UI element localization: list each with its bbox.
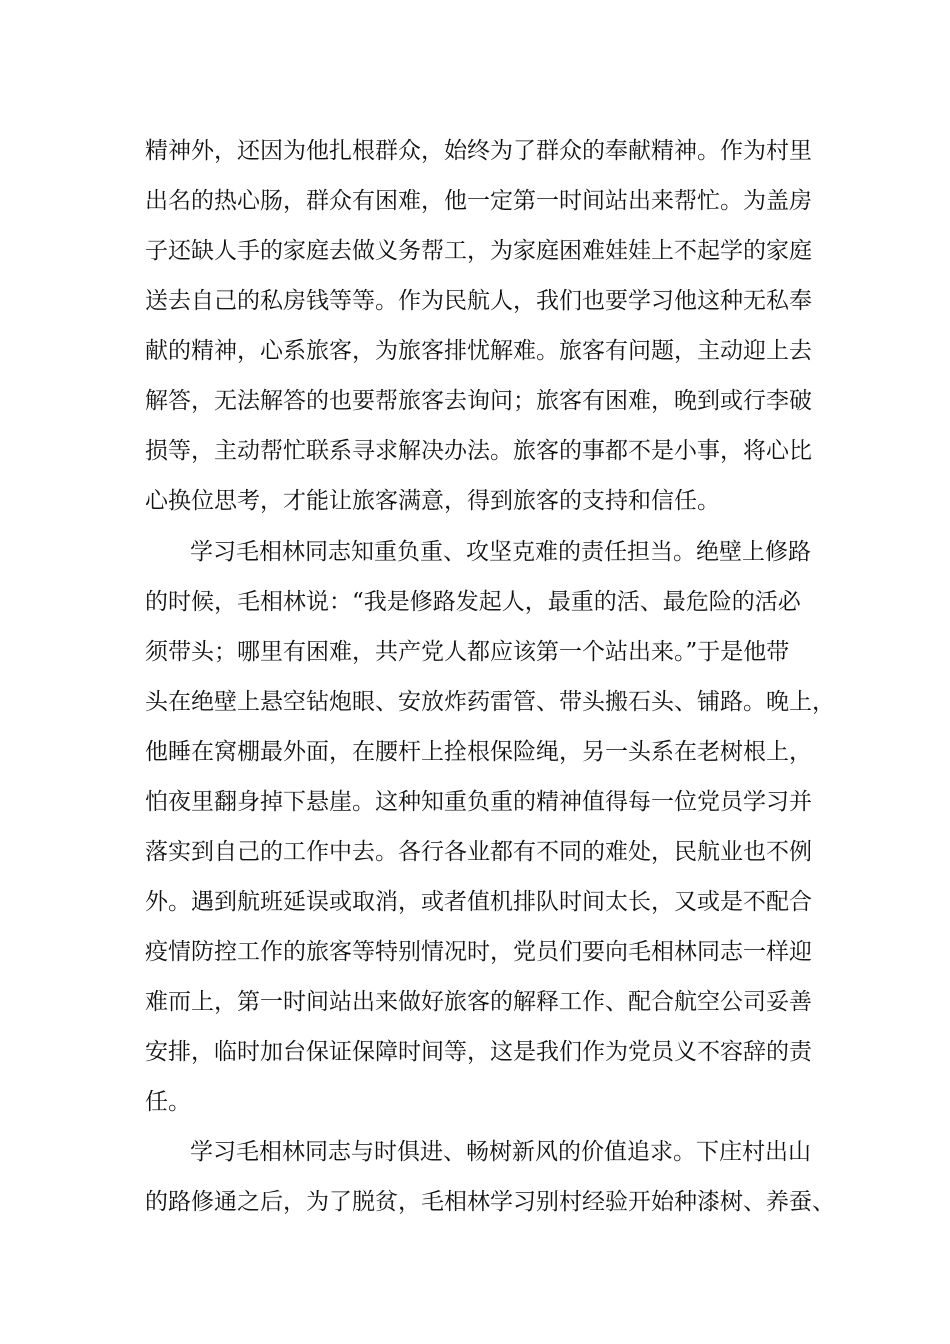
- paragraph-first-line: 学习毛相林同志与时俱进、畅树新风的价值追求。下庄村出山: [190, 1139, 811, 1165]
- text-line: 头在绝壁上悬空钻炮眼、安放炸药雷管、带头搬石头、铺路。晚上，: [145, 689, 835, 715]
- text-line: 任。: [145, 1089, 191, 1115]
- text-line: 外。遇到航班延误或取消，或者值机排队时间太长，又或是不配合: [145, 889, 812, 915]
- text-line: 他睡在窝棚最外面，在腰杆上拴根保险绳，另一头系在老树根上，: [145, 739, 812, 765]
- text-line: 子还缺人手的家庭去做义务帮工，为家庭困难娃娃上不起学的家庭: [145, 238, 812, 264]
- text-line: 的时候，毛相林说：“我是修路发起人，最重的活、最危险的活必: [145, 589, 801, 615]
- paragraph-first-line: 学习毛相林同志知重负重、攻坚克难的责任担当。绝壁上修路: [190, 539, 811, 565]
- text-line: 解答，无法解答的也要帮旅客去询问；旅客有困难，晚到或行李破: [145, 388, 812, 414]
- text-line: 出名的热心肠，群众有困难，他一定第一时间站出来帮忙。为盖房: [145, 188, 812, 214]
- text-line: 的路修通之后，为了脱贫，毛相林学习别村经验开始种漆树、养蚕、: [145, 1189, 835, 1215]
- text-line: 安排，临时加台保证保障时间等，这是我们作为党员义不容辞的责: [145, 1039, 812, 1065]
- text-line: 怕夜里翻身掉下悬崖。这种知重负重的精神值得每一位党员学习并: [145, 789, 812, 815]
- text-line: 须带头；哪里有困难，共产党人都应该第一个站出来。”于是他带: [145, 639, 790, 665]
- text-line: 损等，主动帮忙联系寻求解决办法。旅客的事都不是小事，将心比: [145, 438, 812, 464]
- text-line: 落实到自己的工作中去。各行各业都有不同的难处，民航业也不例: [145, 839, 812, 865]
- text-line: 精神外，还因为他扎根群众，始终为了群众的奉献精神。作为村里: [145, 138, 812, 164]
- text-line: 送去自己的私房钱等等。作为民航人，我们也要学习他这种无私奉: [145, 288, 812, 314]
- text-line: 献的精神，心系旅客，为旅客排忧解难。旅客有问题，主动迎上去: [145, 338, 812, 364]
- text-line: 疫情防控工作的旅客等特别情况时，党员们要向毛相林同志一样迎: [145, 939, 812, 965]
- text-line: 心换位思考，才能让旅客满意，得到旅客的支持和信任。: [145, 488, 720, 514]
- text-line: 难而上，第一时间站出来做好旅客的解释工作、配合航空公司妥善: [145, 989, 812, 1015]
